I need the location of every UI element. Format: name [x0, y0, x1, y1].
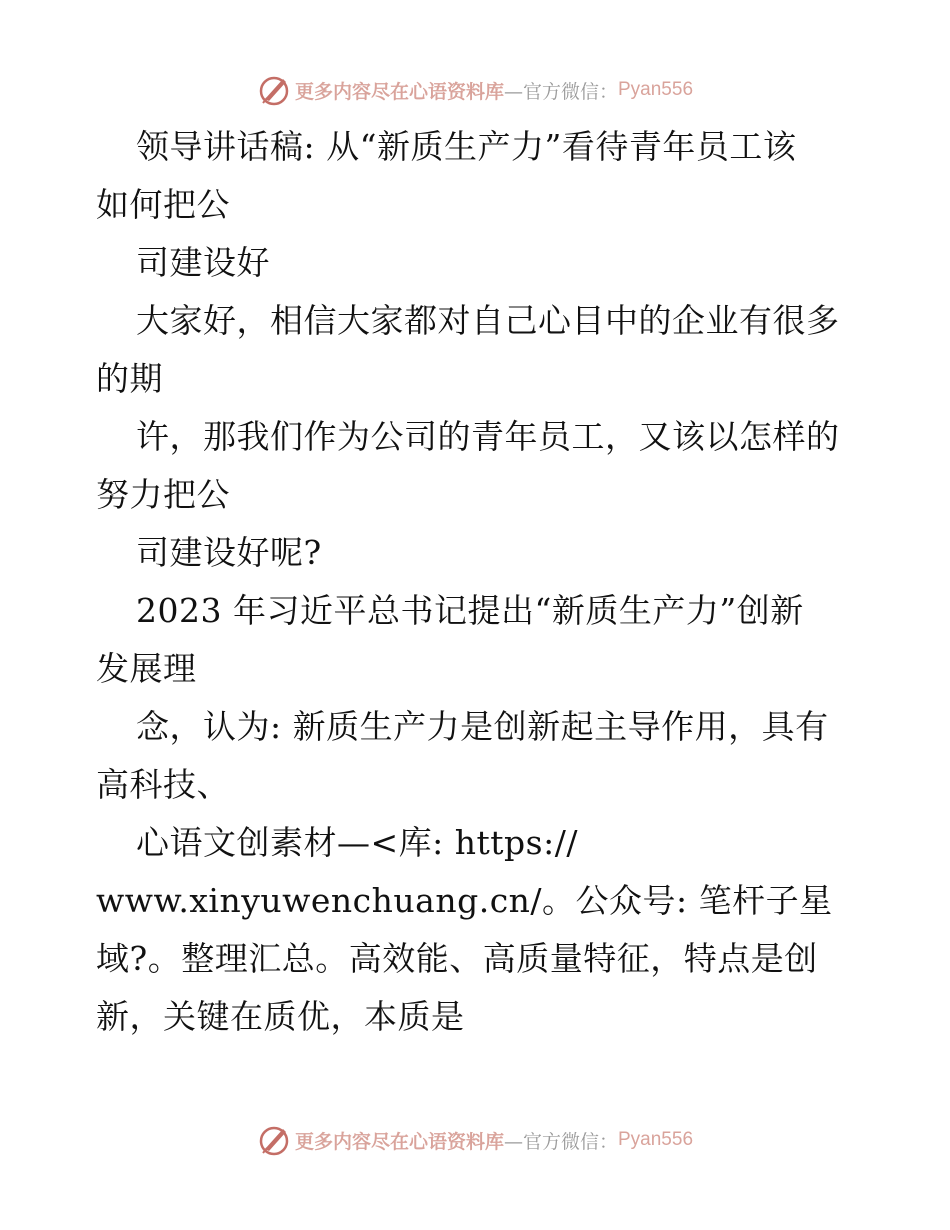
text-line: 心语文创素材—<库: https://	[136, 823, 578, 862]
text-line: 域?。整理汇总。高效能、高质量特征，特点是创	[96, 939, 818, 978]
banner-wechat-id: Pyan556	[618, 79, 694, 100]
quill-pen-logo-icon	[257, 1123, 291, 1157]
text-line: 的期	[96, 359, 163, 398]
text-line: 领导讲话稿: 从“新质生产力”看待青年员工该	[136, 127, 797, 166]
text-line: 2023 年习近平总书记提出“新质生产力”创新	[136, 591, 804, 630]
banner-sub-text: —官方微信：	[503, 1130, 618, 1153]
text-line: 司建设好	[136, 243, 270, 282]
footer-watermark-banner	[0, 1120, 950, 1160]
banner-wechat-id: Pyan556	[618, 1129, 694, 1150]
text-line: 发展理	[96, 649, 197, 688]
text-line: 努力把公	[96, 475, 230, 514]
document-body	[96, 118, 866, 1046]
banner-sub-text: —官方微信：	[503, 80, 618, 103]
text-line: 新，关键在质优，本质是	[96, 997, 465, 1036]
text-line: 司建设好呢?	[136, 533, 322, 572]
quill-pen-logo-icon	[257, 73, 291, 107]
text-line: 许，那我们作为公司的青年员工，又该以怎样的	[136, 417, 840, 456]
banner-main-text: 更多内容尽在心语资料库	[294, 80, 504, 103]
text-line: 大家好，相信大家都对自己心目中的企业有很多	[136, 301, 840, 340]
text-line: 高科技、	[96, 765, 230, 804]
header-watermark-banner	[0, 70, 950, 110]
text-line: www.xinyuwenchuang.cn/。公众号: 笔杆子星	[96, 881, 833, 920]
text-line: 念，认为: 新质生产力是创新起主导作用，具有	[136, 707, 829, 746]
text-line: 如何把公	[96, 185, 230, 224]
banner-main-text: 更多内容尽在心语资料库	[294, 1130, 504, 1153]
